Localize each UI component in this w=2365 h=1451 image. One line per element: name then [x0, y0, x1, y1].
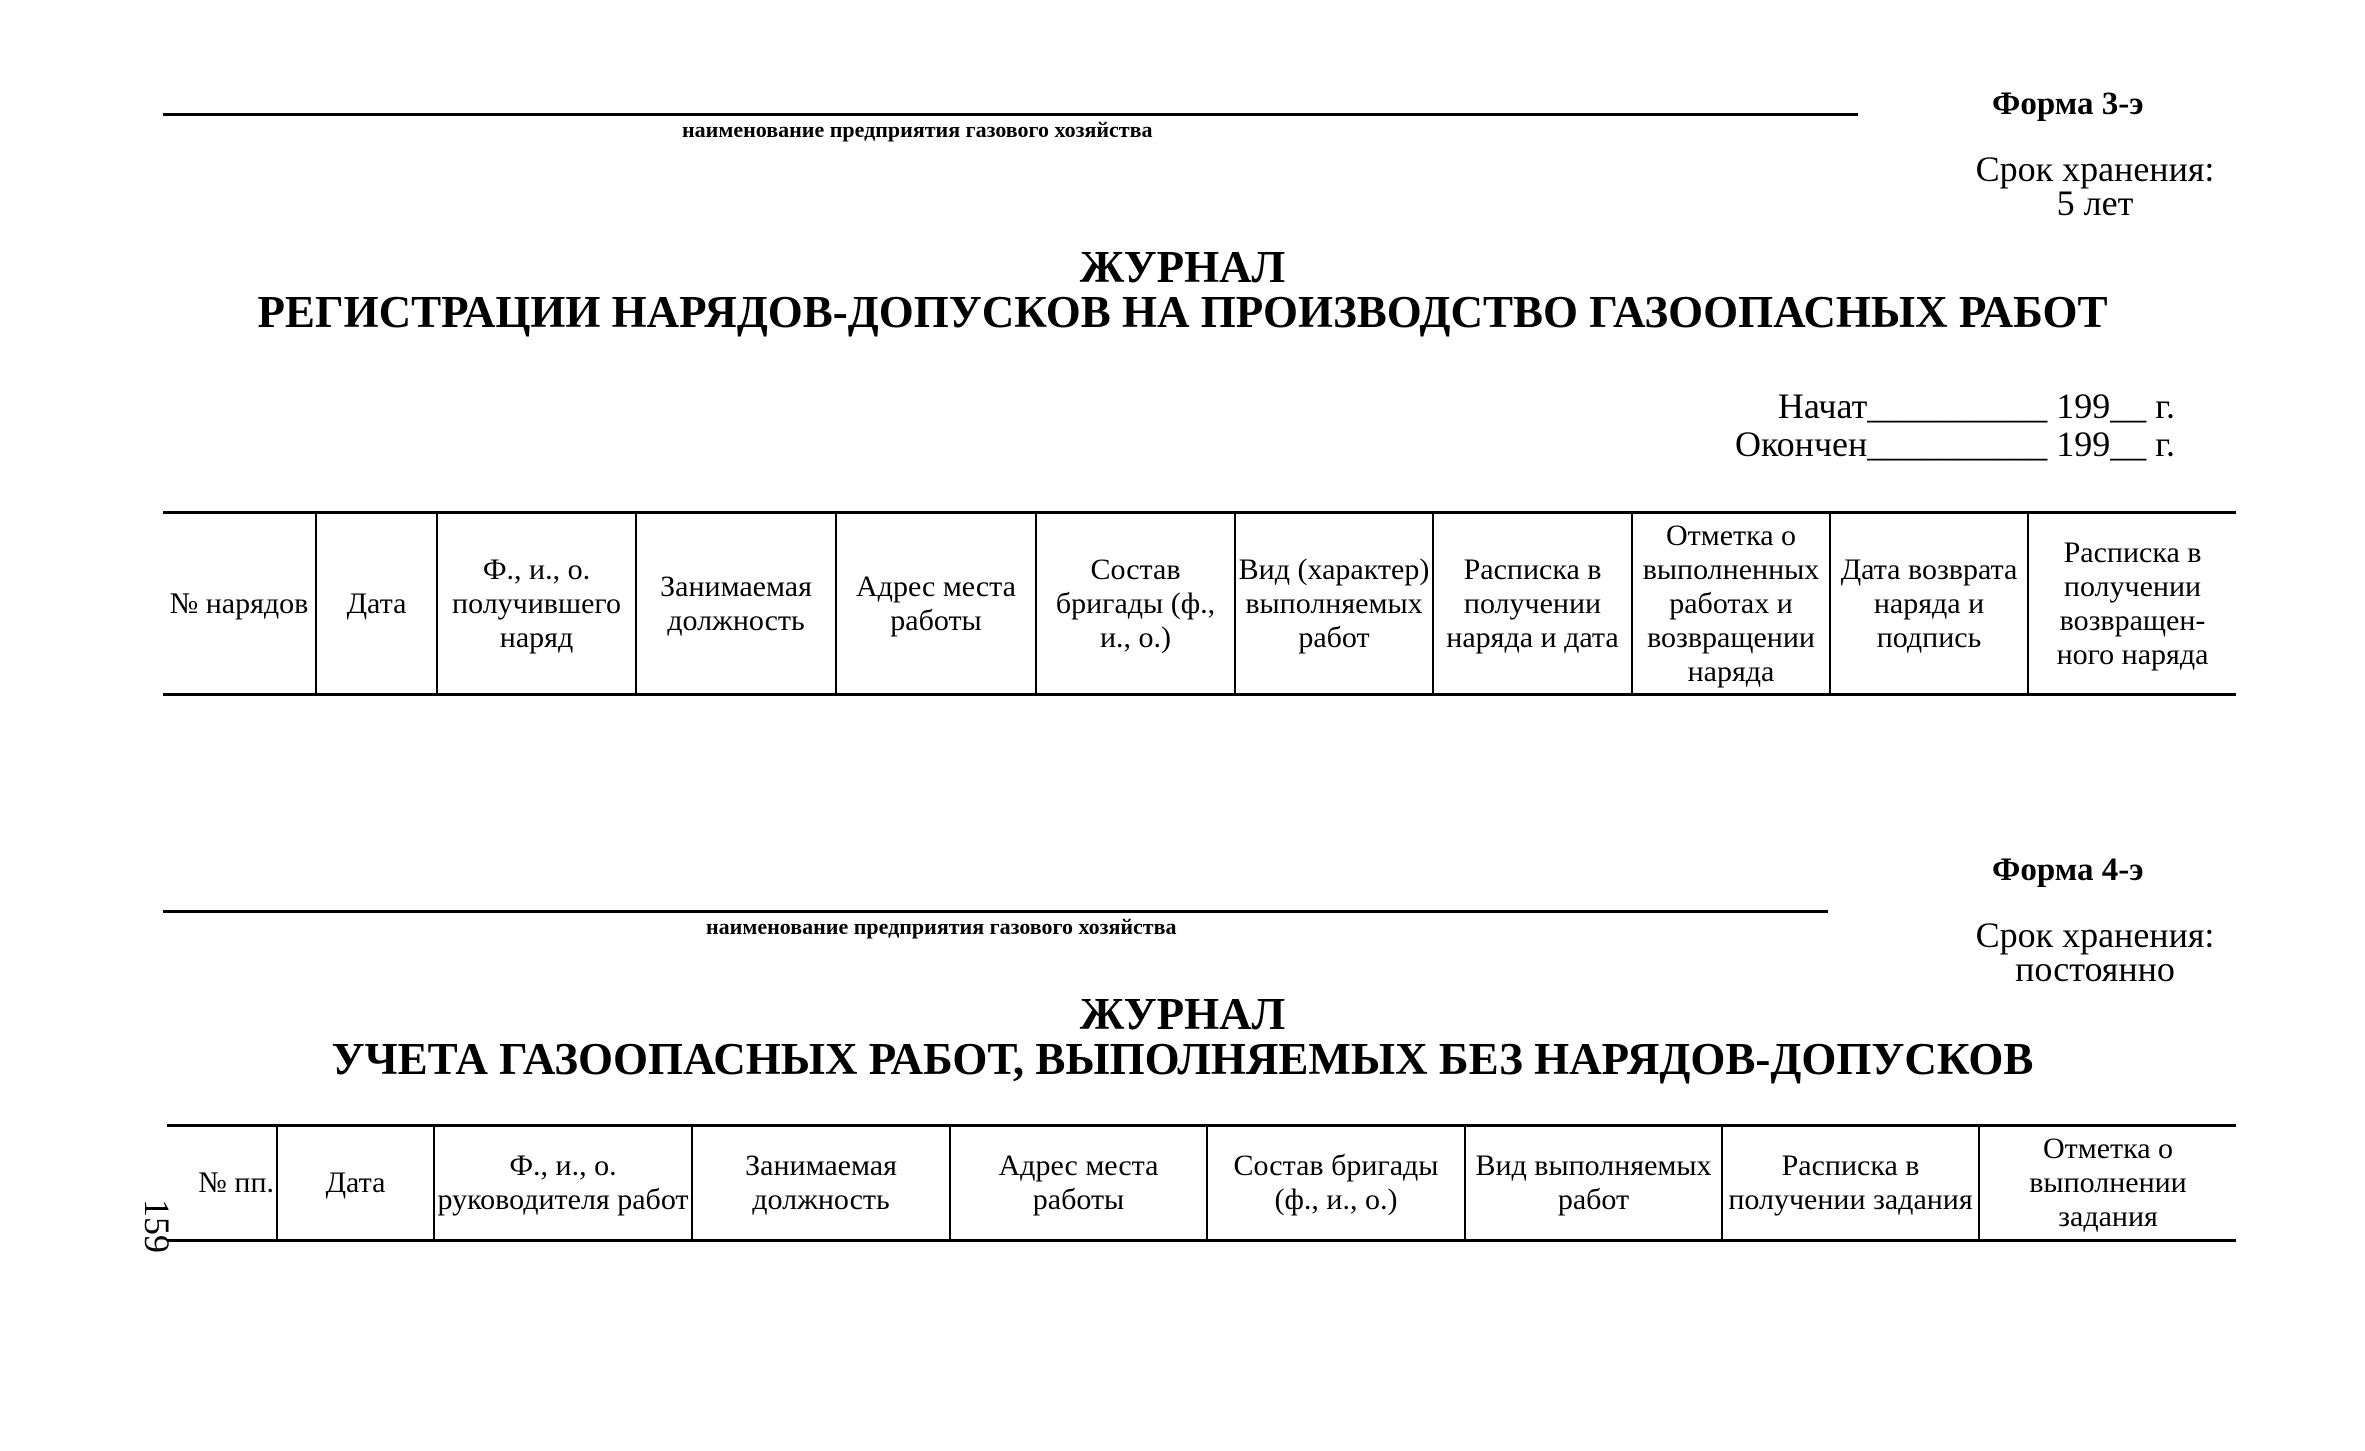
column-header: Состав бригады (ф., и., о.): [1036, 513, 1235, 695]
form-label-form4: Форма 4-э: [1992, 852, 2144, 888]
column-header: Дата: [277, 1126, 434, 1241]
column-header: Состав бригады (ф., и., о.): [1207, 1126, 1465, 1241]
period-started: Начат__________ 199__ г.: [1777, 386, 2175, 426]
journal-title-form3: ЖУРНАЛ: [1079, 242, 1286, 292]
column-header: Расписка в получении возвращен-ного наряда: [2028, 513, 2236, 695]
column-header: Дата: [316, 513, 437, 695]
org-caption-form3: наименование предприятия газового хозяйства: [682, 117, 1153, 142]
storage-value: 5 лет: [2056, 183, 2134, 223]
storage-block-form4: [1930, 915, 2260, 989]
column-header: Ф., и., о. руководителя работ: [434, 1126, 692, 1241]
page-number: 159: [137, 1199, 177, 1253]
table-header-row: [167, 1126, 2236, 1241]
period-finished: Окончен__________ 199__ г.: [1735, 424, 2175, 464]
column-header: № пп.: [167, 1126, 277, 1241]
register-table-form3: [163, 511, 2236, 696]
storage-label: Срок хранения:: [1975, 149, 2215, 189]
journal-title-form4: ЖУРНАЛ: [1079, 989, 1286, 1039]
storage-block-form3: [1930, 149, 2260, 223]
column-header: Ф., и., о. получившего наряд: [437, 513, 636, 695]
register-table-form4: [167, 1124, 2236, 1242]
column-header: Расписка в получении наряда и дата: [1433, 513, 1632, 695]
column-header: Адрес места работы: [950, 1126, 1207, 1241]
column-header: Дата возврата наряда и подпись: [1830, 513, 2028, 695]
org-caption-form4: наименование предприятия газового хозяйства: [706, 914, 1177, 939]
column-header: Вид выполняемых работ: [1465, 1126, 1722, 1241]
journal-subtitle-form3: РЕГИСТРАЦИИ НАРЯДОВ-ДОПУСКОВ НА ПРОИЗВОДСТВО ГАЗООПАСНЫХ РАБОТ: [257, 287, 2108, 337]
column-header: Вид (характер) выполняемых работ: [1235, 513, 1433, 695]
column-header: Занимаемая должность: [692, 1126, 950, 1241]
org-name-line-form3: [163, 113, 1858, 116]
column-header: Отметка о выполнении задания: [1979, 1126, 2236, 1241]
form-label-form3: Форма 3-э: [1992, 86, 2144, 122]
table-header-row: [163, 513, 2236, 695]
column-header: Отметка о выполненных работах и возвращении наряда: [1632, 513, 1830, 695]
org-name-line-form4: [163, 910, 1828, 913]
storage-value: постоянно: [2015, 949, 2175, 989]
column-header: Расписка в получении задания: [1722, 1126, 1979, 1241]
column-header: № нарядов: [163, 513, 316, 695]
column-header: Адрес места работы: [836, 513, 1036, 695]
storage-label: Срок хранения:: [1975, 915, 2215, 955]
column-header: Занимаемая должность: [636, 513, 836, 695]
journal-subtitle-form4: УЧЕТА ГАЗООПАСНЫХ РАБОТ, ВЫПОЛНЯЕМЫХ БЕЗ НАРЯДОВ-ДОПУСКОВ: [331, 1034, 2034, 1084]
